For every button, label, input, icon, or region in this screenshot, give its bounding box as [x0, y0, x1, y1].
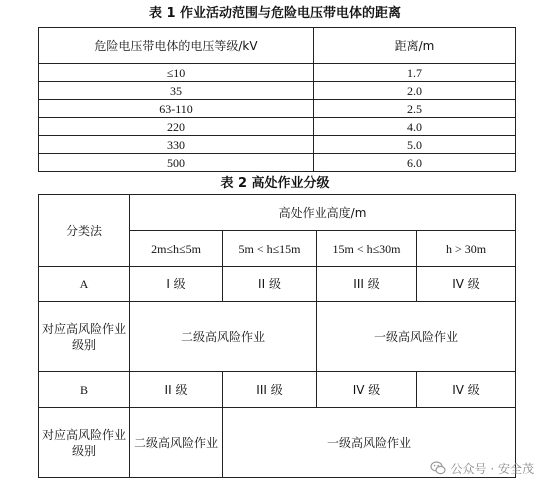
distance-cell: 2.0: [314, 82, 516, 100]
table-row: [39, 302, 516, 372]
voltage-cell: 330: [39, 136, 314, 154]
grade-cell: IV 级: [417, 372, 516, 408]
table-row: [39, 136, 516, 154]
grade-cell: II 级: [223, 267, 317, 302]
risk-level-cell: 二级高风险作业: [130, 408, 223, 478]
voltage-cell: 35: [39, 82, 314, 100]
risk-level-cell: 一级高风险作业: [223, 408, 516, 478]
header-work-height: 高处作业高度/m: [130, 195, 516, 231]
table-row: [39, 64, 516, 82]
table1-caption: 表 1 作业活动范围与危险电压带电体的距离: [148, 6, 402, 21]
grade-cell: IV 级: [317, 372, 417, 408]
table-row: [39, 372, 516, 408]
distance-cell: 4.0: [314, 118, 516, 136]
header-distance: 距离/m: [314, 28, 516, 64]
voltage-cell: 63-110: [39, 100, 314, 118]
height-range-cell: 15m < h≤30m: [317, 231, 417, 267]
distance-cell: 5.0: [314, 136, 516, 154]
header-voltage-level: 危险电压带电体的电压等级/kV: [39, 28, 314, 64]
voltage-distance-table: [38, 27, 516, 172]
grade-cell: I 级: [130, 267, 223, 302]
distance-cell: 6.0: [314, 154, 516, 172]
height-work-grade-table: [38, 194, 516, 478]
watermark: [430, 458, 534, 478]
height-range-cell: h > 30m: [417, 231, 516, 267]
table-row: [39, 100, 516, 118]
wechat-icon: [430, 460, 446, 476]
table2-header-row: [39, 195, 516, 231]
grade-cell: II 级: [130, 372, 223, 408]
risk-level-cell: 二级高风险作业: [130, 302, 317, 372]
method-b-label: B: [39, 372, 130, 408]
grade-cell: III 级: [317, 267, 417, 302]
header-classification-method: 分类法: [39, 195, 130, 267]
height-range-cell: 5m < h≤15m: [223, 231, 317, 267]
table1-header-row: [39, 28, 516, 64]
risk-level-label: 对应高风险作业级别: [39, 408, 130, 478]
height-range-cell: 2m≤h≤5m: [130, 231, 223, 267]
distance-cell: 1.7: [314, 64, 516, 82]
table-row: [39, 154, 516, 172]
watermark-text: 公众号 · 安全茂: [450, 461, 534, 476]
voltage-cell: 220: [39, 118, 314, 136]
table-row: [39, 267, 516, 302]
risk-level-label: 对应高风险作业级别: [39, 302, 130, 372]
table-row: [39, 118, 516, 136]
distance-cell: 2.5: [314, 100, 516, 118]
table2-caption: 表 2 高处作业分级: [220, 176, 330, 191]
method-a-label: A: [39, 267, 130, 302]
voltage-cell: ≤10: [39, 64, 314, 82]
table-row: [39, 82, 516, 100]
grade-cell: IV 级: [417, 267, 516, 302]
grade-cell: III 级: [223, 372, 317, 408]
voltage-cell: 500: [39, 154, 314, 172]
risk-level-cell: 一级高风险作业: [317, 302, 516, 372]
